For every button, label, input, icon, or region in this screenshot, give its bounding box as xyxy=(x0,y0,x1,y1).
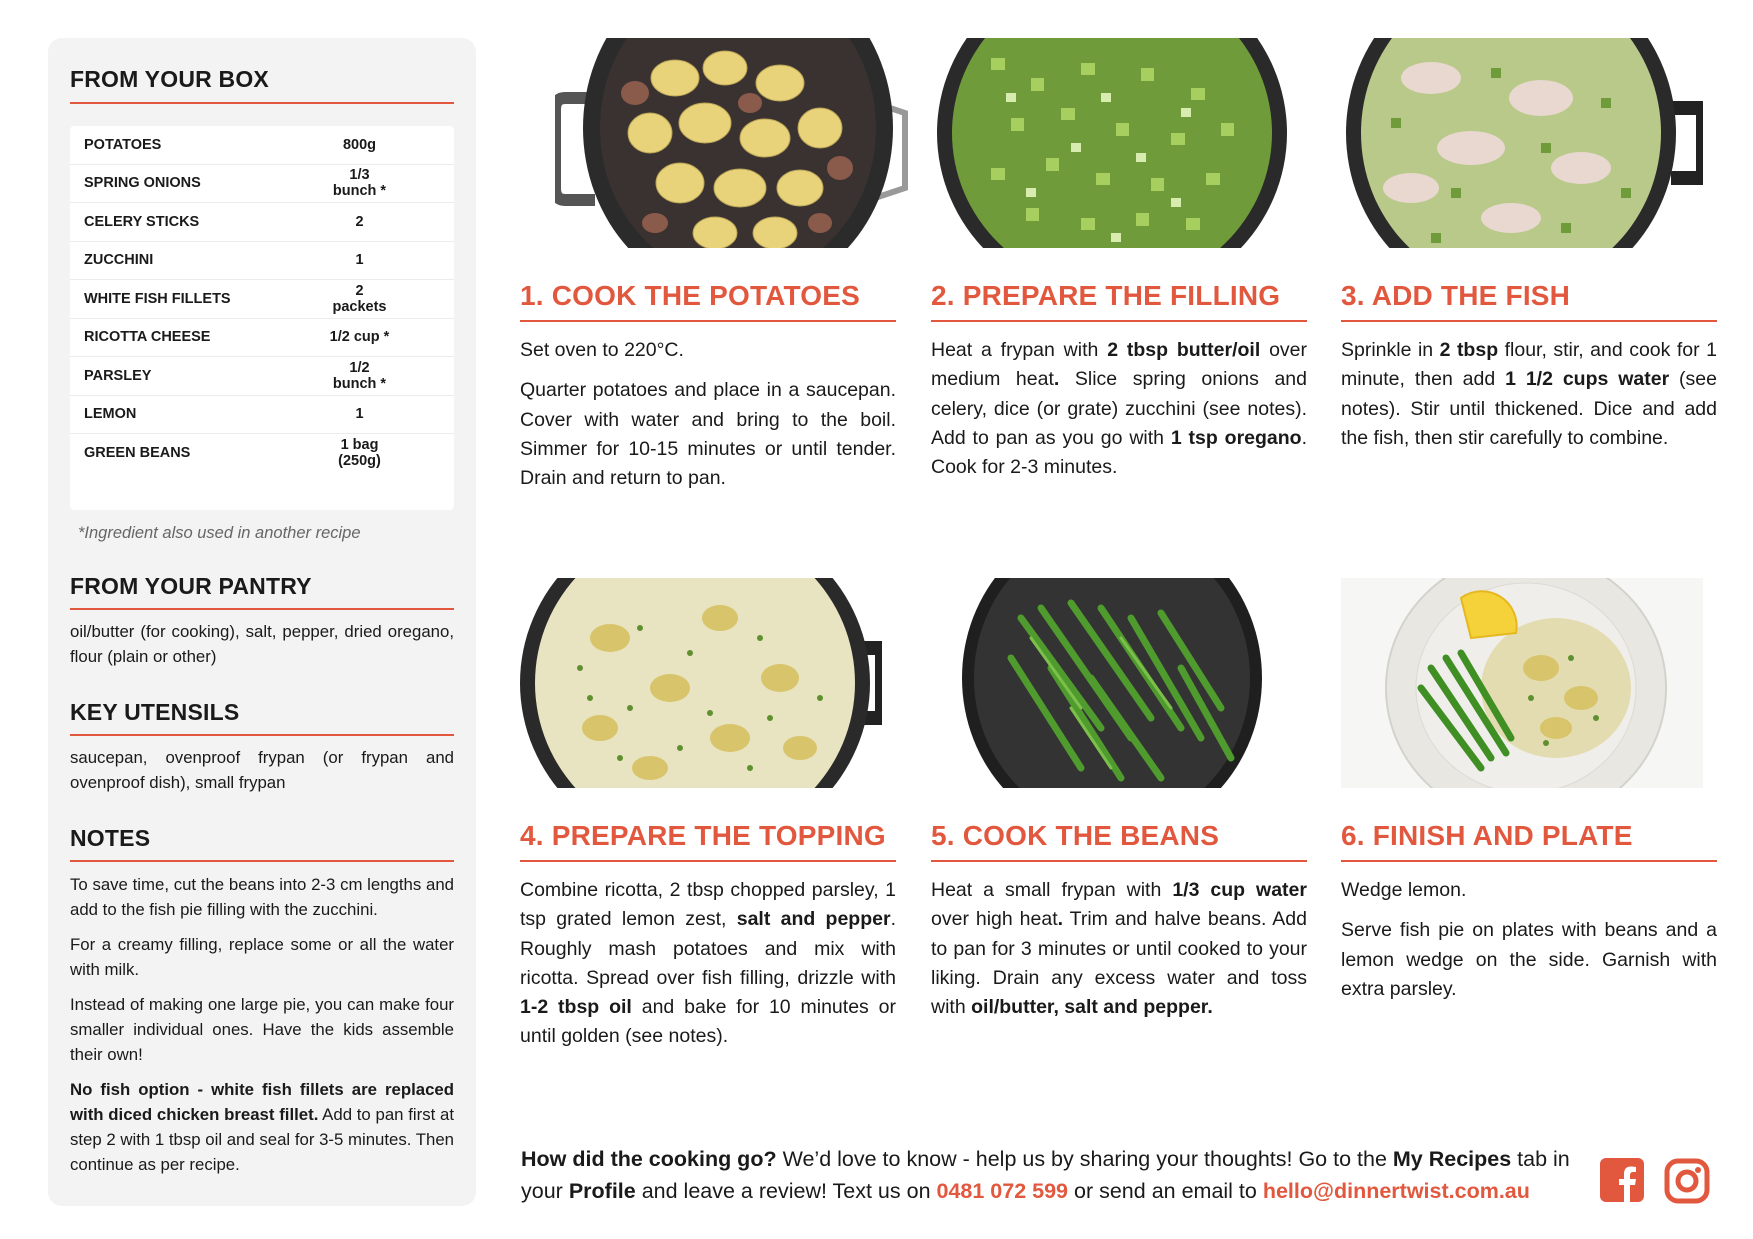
note-bold-text: No fish option - white fish fillets are replaced with diced chicken breast fillet. xyxy=(70,1080,454,1124)
step-1-text: Quarter potatoes and place in a saucepan. Cover with water and bring to the boil. Simmer for 10-15 minutes or until tender. Drain and return to pan. xyxy=(520,379,896,490)
note-paragraph: Instead of making one large pie, you can make four smaller individual ones. Have the kids assemble their own! xyxy=(70,995,454,1064)
step-4-body xyxy=(520,876,896,1063)
ingredient-qty: 1/2 bunch * xyxy=(332,359,387,392)
step-3-text-part: Sprinkle in xyxy=(1341,339,1440,361)
step-3-bold: 1 1/2 cups water xyxy=(1505,368,1670,391)
step-2-body xyxy=(931,336,1307,493)
step-5-bold: oil/butter, salt and pepper. xyxy=(971,996,1213,1019)
potatoes-pot-photo xyxy=(555,38,917,248)
step-3-text-part: (see notes). Stir until thickened. Dice and add the fish, then stir carefully to combine. xyxy=(1341,368,1717,449)
sidebar xyxy=(48,38,476,1206)
footer-bold: How did the cooking go? xyxy=(521,1147,777,1171)
step-3 xyxy=(1341,38,1717,488)
plated-fish-pie-photo xyxy=(1341,578,1703,788)
step-5-bold: 1/3 cup water xyxy=(1172,879,1307,901)
step-6-text: Serve fish pie on plates with beans and a lemon wedge on the side. Garnish with extra parsley. xyxy=(1341,919,1717,1000)
note-paragraph xyxy=(70,1077,454,1177)
footer-text: We’d love to know - help us by sharing your thoughts! Go to the xyxy=(776,1147,1393,1171)
step-6-body xyxy=(1341,876,1717,1015)
step-5-text-part: Trim and halve beans. Add to pan for 3 minutes or until cooked to your liking. Drain any excess water and toss with xyxy=(931,908,1307,1019)
ingredient-row xyxy=(70,126,454,165)
notes-heading: NOTES xyxy=(70,825,454,862)
step-5-text xyxy=(931,876,1307,1022)
step-2-text-part: Slice spring onions and celery, dice (or grate) zucchini (see notes). Add to pan as you go with xyxy=(931,368,1307,449)
step-4 xyxy=(520,578,896,1048)
step-4-text-part: and bake for 10 minutes or until golden (see notes). xyxy=(520,996,897,1048)
ingredient-row xyxy=(70,242,454,281)
ingredient-name: WHITE FISH FILLETS xyxy=(84,290,231,307)
step-2-bold: . xyxy=(1053,368,1060,391)
ingredient-name: GREEN BEANS xyxy=(84,445,191,462)
ingredient-row xyxy=(70,280,454,319)
step-5 xyxy=(931,578,1307,1048)
step-6 xyxy=(1341,578,1717,1048)
ingredient-row xyxy=(70,357,454,396)
step-2-text-part: . Cook for 2-3 minutes. xyxy=(931,426,1308,479)
ingredient-row xyxy=(70,396,454,435)
step-6-text: Wedge lemon. xyxy=(1341,879,1467,901)
ingredient-name: CELERY STICKS xyxy=(84,213,200,230)
topping-frypan-photo xyxy=(520,578,882,788)
from-box-heading: FROM YOUR BOX xyxy=(70,66,454,104)
ingredient-row xyxy=(70,165,454,204)
ingredient-qty: 1/3 bunch * xyxy=(332,167,387,200)
ingredient-row xyxy=(70,434,454,473)
step-3-title: 3. ADD THE FISH xyxy=(1341,280,1717,322)
ingredient-qty: 800g xyxy=(342,136,377,153)
step-6-title: 6. FINISH AND PLATE xyxy=(1341,820,1717,862)
step-2 xyxy=(931,38,1307,488)
ingredient-qty: 2 xyxy=(355,213,364,230)
footer-text: and leave a review! Text us on xyxy=(635,1179,937,1203)
ingredient-name: POTATOES xyxy=(84,136,162,153)
beans-frypan-photo xyxy=(931,578,1293,788)
step-4-text xyxy=(520,876,896,1052)
ingredient-qty: 1 xyxy=(355,406,364,423)
feedback-footer xyxy=(521,1143,1586,1207)
step-2-title: 2. PREPARE THE FILLING xyxy=(931,280,1307,322)
step-4-text-part: Combine ricotta, 2 tbsp chopped parsley, 1 tsp grated lemon zest, xyxy=(520,879,896,931)
profile-label: Profile xyxy=(568,1179,636,1203)
my-recipes-label: My Recipes xyxy=(1392,1147,1512,1171)
note-paragraph: For a creamy filling, replace some or all the water with milk. xyxy=(70,935,454,979)
utensils-section xyxy=(70,699,454,795)
utensils-heading: KEY UTENSILS xyxy=(70,699,454,736)
pantry-text: oil/butter (for cooking), salt, pepper, dried oregano, flour (plain or other) xyxy=(70,622,454,666)
pantry-section xyxy=(70,573,454,669)
step-2-text xyxy=(931,336,1307,482)
ingredient-qty: 1/2 cup * xyxy=(329,329,390,346)
step-4-bold: salt and pepper xyxy=(736,908,891,931)
ingredients-table xyxy=(70,126,454,510)
step-5-bold: . xyxy=(1057,908,1064,931)
step-4-bold: 1-2 tbsp oil xyxy=(520,996,632,1019)
step-5-title: 5. COOK THE BEANS xyxy=(931,820,1307,862)
pantry-heading: FROM YOUR PANTRY xyxy=(70,573,454,610)
ingredient-qty: 2 packets xyxy=(332,282,387,315)
step-2-bold: 1 tsp oregano xyxy=(1170,426,1302,449)
step-2-text-part: Heat a frypan with xyxy=(931,339,1108,361)
step-5-body xyxy=(931,876,1307,1033)
step-2-text-part: over medium heat xyxy=(931,339,1308,391)
ingredient-qty: 1 bag (250g) xyxy=(338,437,381,470)
ingredient-name: SPRING ONIONS xyxy=(84,175,201,192)
notes-section xyxy=(70,825,454,1177)
step-3-bold: 2 tbsp xyxy=(1439,339,1499,361)
ingredient-name: PARSLEY xyxy=(84,367,152,384)
fish-frypan-photo xyxy=(1341,38,1703,248)
step-3-body xyxy=(1341,336,1717,464)
step-5-text-part: Heat a small frypan with xyxy=(931,879,1173,901)
footer-text: tab in your xyxy=(521,1147,1570,1203)
ingredient-name: ZUCCHINI xyxy=(84,252,154,269)
step-3-text xyxy=(1341,336,1717,453)
step-4-title: 4. PREPARE THE TOPPING xyxy=(520,820,896,862)
filling-frypan-photo xyxy=(931,38,1293,248)
note-text: Add to pan first at step 2 with 1 tbsp oil and seal for 3-5 minutes. Then continue as per recipe. xyxy=(70,1105,455,1174)
phone-link[interactable]: 0481 072 599 xyxy=(936,1179,1069,1203)
step-1 xyxy=(520,38,896,488)
ingredient-row xyxy=(70,203,454,242)
step-1-title: 1. COOK THE POTATOES xyxy=(520,280,896,322)
step-2-bold: 2 tbsp butter/oil xyxy=(1107,339,1261,361)
ingredient-footnote: *Ingredient also used in another recipe xyxy=(78,524,361,542)
step-1-body xyxy=(520,336,896,504)
step-3-text-part: flour, stir, and cook for 1 minute, then add xyxy=(1341,339,1717,391)
ingredient-name: RICOTTA CHEESE xyxy=(84,329,211,346)
ingredient-row xyxy=(70,319,454,358)
step-5-text-part: over high heat xyxy=(931,908,1058,931)
instagram-icon[interactable] xyxy=(1664,1158,1710,1204)
step-4-text-part: . Roughly mash potatoes and mix with ricotta. Spread over fish filling, drizzle with xyxy=(520,908,896,989)
ingredient-qty: 1 xyxy=(355,252,364,269)
step-1-text: Set oven to 220°C. xyxy=(520,339,684,361)
footer-text: or send an email to xyxy=(1068,1179,1263,1203)
email-link[interactable]: hello@dinnertwist.com.au xyxy=(1262,1179,1530,1203)
facebook-icon[interactable] xyxy=(1600,1158,1644,1202)
note-paragraph: To save time, cut the beans into 2-3 cm lengths and add to the fish pie filling with the zucchini. xyxy=(70,875,454,919)
ingredient-name: LEMON xyxy=(84,406,137,423)
utensils-text: saucepan, ovenproof frypan (or frypan and ovenproof dish), small frypan xyxy=(70,748,454,792)
